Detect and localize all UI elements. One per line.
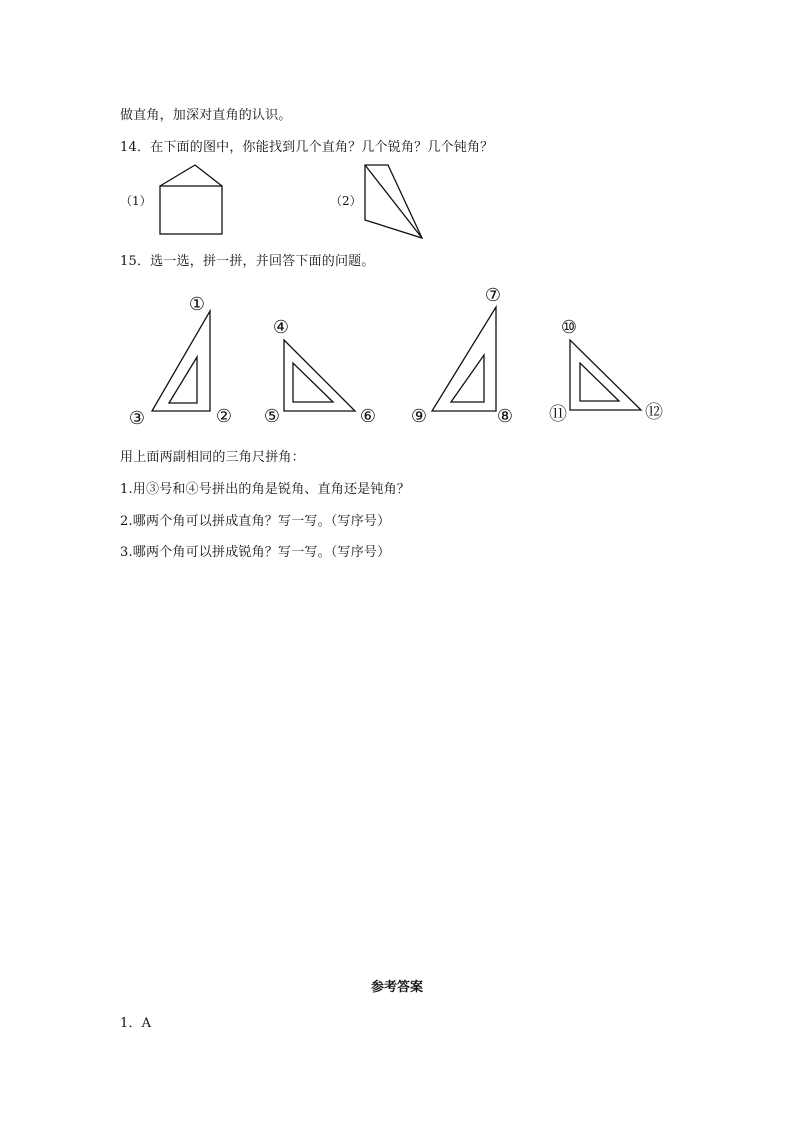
question-15: 15．选一选，拼一拼，并回答下面的问题。 [120,254,375,269]
set-square-3 [432,307,496,411]
question-15-sub-2: 2.哪两个角可以拼成直角？写一写。（写序号） [120,514,391,529]
set-square-2 [284,340,355,411]
label-8: ⑧ [496,406,514,427]
figure-2-label: （2） [330,194,362,208]
answer-1: 1．A [120,1016,152,1031]
set-square-4 [570,340,641,410]
label-5: ⑤ [263,406,281,427]
label-3: ③ [128,408,146,429]
question-14: 14．在下面的图中，你能找到几个直角？几个锐角？几个钝角？ [120,140,494,155]
label-4: ④ [272,317,290,338]
question-15-instruction: 用上面两副相同的三角尺拼角： [120,450,305,465]
answers-title: 参考答案 [370,980,423,995]
label-2: ② [215,406,233,427]
label-11: ⑪ [549,404,567,425]
label-7: ⑦ [484,285,502,306]
label-10: ⑩ [560,317,578,338]
figure-1-rectangle-triangle [160,165,222,234]
label-12: ⑫ [645,402,663,423]
question-15-sub-3: 3.哪两个角可以拼成锐角？写一写。（写序号） [120,545,391,560]
intro-text: 做直角，加深对直角的认识。 [120,108,292,123]
figure-2-quadrilateral [365,165,422,238]
label-6: ⑥ [359,406,377,427]
question-15-sub-1: 1.用③号和④号拼出的角是锐角、直角还是钝角？ [120,482,411,497]
label-1: ① [188,294,206,315]
label-9: ⑨ [410,406,428,427]
set-square-1 [152,311,210,411]
figure-1-label: （1） [120,194,152,208]
